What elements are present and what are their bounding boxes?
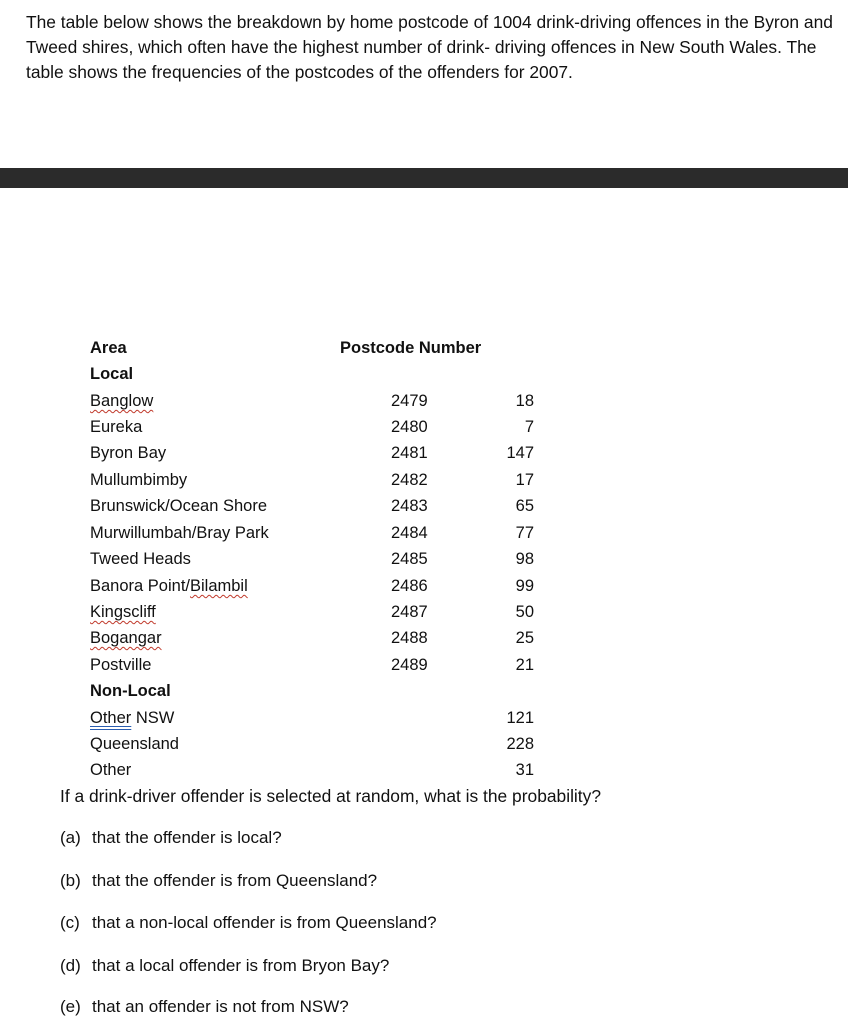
part-letter: (e) [60,997,81,1016]
number-cell: 25 [515,629,534,647]
number-cell: 147 [506,444,534,462]
number-cell: 99 [515,577,534,595]
area-cell: Byron Bay [90,444,167,462]
area-cell: Postville [90,656,152,674]
area-cell-suffix: NSW [131,709,175,727]
table-row [0,573,848,599]
area-cell-suffix: Bilambil [189,577,248,595]
table-row [0,625,848,651]
part-text: that the offender is from Queensland? [92,871,378,890]
table-row [0,440,848,466]
number-cell: 98 [515,550,534,568]
area-cell-prefix: Banora Point/ [90,577,190,595]
postcode-cell: 2486 [391,577,428,595]
table-row [0,652,848,678]
part-letter: (b) [60,871,81,890]
nonlocal-heading-row [0,678,848,704]
table-row [0,599,848,625]
question-part [60,825,282,851]
question-part [60,994,349,1020]
table-row [0,467,848,493]
question-part [60,953,389,979]
postcode-cell: 2488 [391,629,428,647]
area-cell: Eureka [90,418,143,436]
area-cell: Murwillumbah/Bray Park [90,524,269,542]
area-cell: Mullumbimby [90,471,188,489]
table-row [0,520,848,546]
area-cell: Tweed Heads [90,550,191,568]
number-cell: 65 [515,497,534,515]
number-cell: 228 [506,735,534,753]
question-text: If a drink-driver offender is selected at random, what is the probability? [60,786,601,806]
area-cell: Brunswick/Ocean Shore [90,497,267,515]
number-cell: 17 [515,471,534,489]
area-cell [90,573,248,599]
nonlocal-heading: Non-Local [90,682,171,700]
number-cell: 121 [506,709,534,727]
postcode-cell: 2480 [391,418,428,436]
intro-paragraph: The table below shows the breakdown by home postcode of 1004 drink-driving offences in the Byron and Tweed shires, which often have the highest number of drink- driving offences in New South Wales. The table shows the frequencies of the postcodes of the offenders for 2007. [26,12,833,82]
part-text: that an offender is not from NSW? [92,997,349,1016]
table-row [0,414,848,440]
question-part [60,868,377,894]
table-row [0,493,848,519]
area-cell: Banglow [90,392,154,410]
table-row [0,388,848,414]
number-cell: 21 [515,656,534,674]
part-text: that the offender is local? [92,828,282,847]
part-text: that a non-local offender is from Queensland? [92,913,437,932]
local-heading-row [0,361,848,387]
area-cell: Kingscliff [90,603,156,621]
header-area: Area [90,339,127,357]
postcode-cell: 2489 [391,656,428,674]
postcode-cell: 2482 [391,471,428,489]
number-cell: 18 [515,392,534,410]
part-text: that a local offender is from Bryon Bay? [92,956,390,975]
area-cell: Other [90,761,132,779]
postcode-cell: 2487 [391,603,428,621]
table-row [0,546,848,572]
number-cell: 50 [515,603,534,621]
number-cell: 77 [515,524,534,542]
area-cell [90,705,174,731]
area-cell: Bogangar [90,629,162,647]
number-cell: 31 [515,761,534,779]
question-part [60,910,437,936]
postcode-cell: 2485 [391,550,428,568]
number-cell: 7 [524,418,534,436]
part-letter: (d) [60,956,81,975]
part-letter: (c) [60,913,80,932]
area-cell: Queensland [90,735,179,753]
area-cell-prefix: Other [90,709,132,727]
postcode-cell: 2479 [391,392,428,410]
table-row [0,731,848,757]
table-row [0,757,848,783]
table-row [0,705,848,731]
postcode-cell: 2483 [391,497,428,515]
local-heading: Local [90,365,134,383]
header-postcode-number: Postcode Number [340,339,482,357]
postcode-cell: 2481 [391,444,428,462]
part-letter: (a) [60,828,81,847]
postcode-cell: 2484 [391,524,428,542]
table-header-row [0,335,848,361]
